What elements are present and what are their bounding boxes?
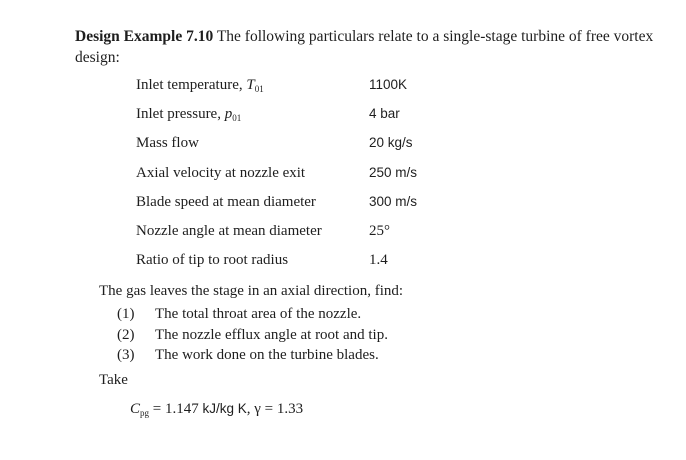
question-text: The nozzle efflux angle at root and tip.	[155, 326, 388, 343]
parameter-value: 1.4	[369, 252, 388, 269]
parameter-label: Nozzle angle at mean diameter	[136, 222, 322, 239]
gamma-value: , γ = 1.33	[246, 401, 304, 417]
cp-symbol: $C_{pg}$	[130, 401, 150, 418]
question-item	[117, 326, 388, 347]
parameter-value: 250 m/s	[369, 164, 418, 180]
question-number: (1)	[117, 306, 135, 322]
parameter-label: Mass flow	[136, 135, 199, 152]
question-number: (2)	[117, 326, 135, 343]
parameter-value: 300 m/s	[369, 193, 418, 209]
question-list	[117, 305, 388, 367]
parameter-value: 20 kg/s	[369, 135, 413, 151]
parameter-label: Inlet temperature, $T_{01}$	[136, 77, 264, 94]
example-label: Design Example 7.10	[75, 28, 214, 45]
parameter-label: Inlet pressure, $p_{01}$	[136, 106, 242, 124]
question-number: (3)	[117, 347, 135, 363]
cp-unit: kJ/kg K	[202, 401, 247, 416]
question-text: The work done on the turbine blades.	[155, 347, 379, 363]
parameter-value: 4 bar	[369, 106, 400, 122]
parameter-value: 1100K	[369, 77, 408, 92]
parameter-value: 25°	[369, 222, 390, 239]
cp-value: = 1.147	[149, 401, 203, 417]
question-item	[117, 346, 388, 367]
parameter-label: Axial velocity at nozzle exit	[136, 164, 306, 181]
problem-statement: The following particulars relate to a single-stage turbine of free vortex design:	[75, 28, 654, 66]
parameter-label: Ratio of tip to root radius	[136, 252, 289, 269]
question-item	[117, 305, 388, 326]
problem-heading	[75, 26, 655, 68]
parameter-symbol: $p_{01}$	[224, 106, 242, 124]
find-intro-text: The gas leaves the stage in an axial direction, find:	[99, 283, 404, 299]
parameter-label: Blade speed at mean diameter	[136, 193, 316, 210]
given-constants-formula	[130, 400, 303, 418]
parameter-symbol: $T_{01}$	[246, 77, 264, 94]
question-text: The total throat area of the nozzle.	[155, 306, 362, 322]
take-label: Take	[99, 372, 128, 388]
